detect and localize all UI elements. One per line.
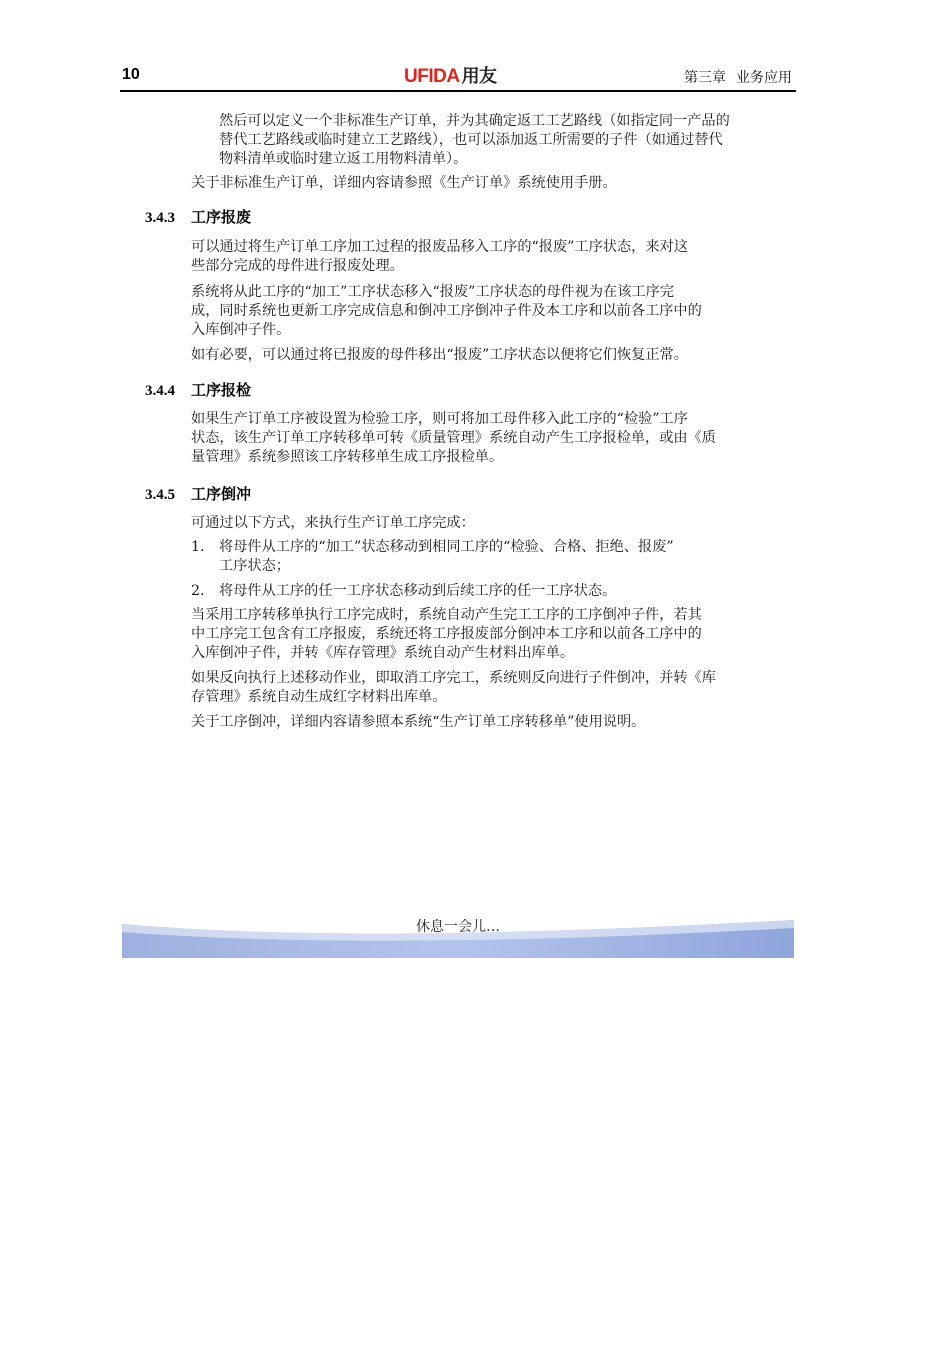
s345-line-3: 入库倒冲子件，并转《库存管理》系统自动产生材料出库单。 xyxy=(191,645,575,661)
section-title: 工序倒冲 xyxy=(191,485,252,503)
s345-line-6: 关于工序倒冲，详细内容请参照本系统“生产订单工序转移单”使用说明。 xyxy=(191,714,646,730)
intro-line-2: 替代工艺路线或临时建立工艺路线），也可以添加返工所需要的子件（如通过替代 xyxy=(219,132,723,148)
list-item-1-line-2: 工序状态； xyxy=(219,558,290,574)
s343-line-1: 可以通过将生产订单工序加工过程的报废品移入工序的“报废”工序状态，来对这 xyxy=(191,239,688,255)
section-title: 工序报检 xyxy=(191,381,252,399)
section-number: 3.4.3 xyxy=(145,210,175,226)
ufida-logo xyxy=(404,62,497,88)
s344-line-2: 状态，该生产订单工序转移单可转《质量管理》系统自动产生工序报检单，或由《质 xyxy=(191,430,716,446)
s343-line-4: 成，同时系统也更新工序完成信息和倒冲工序倒冲子件及本工序和以前各工序中的 xyxy=(191,303,702,319)
s345-line-5: 存管理》系统自动生成红字材料出库单。 xyxy=(191,689,447,705)
s345-line-2: 中工序完工包含有工序报废，系统还将工序报废部分倒冲本工序和以前各工序中的 xyxy=(191,626,702,642)
chapter-title xyxy=(684,67,792,87)
list-item-2-number: 2. xyxy=(191,583,205,599)
section-heading-343 xyxy=(145,206,251,227)
logo-text: UFIDA xyxy=(404,66,460,87)
footer-band xyxy=(122,918,794,958)
intro-line-3: 物料清单或临时建立返工用物料清单）。 xyxy=(219,151,468,167)
s343-line-2: 些部分完成的母件进行报废处理。 xyxy=(191,258,404,274)
logo-cn-text: 用友 xyxy=(461,66,497,86)
s344-line-1: 如果生产订单工序被设置为检验工序，则可将加工母件移入此工序的“检验”工序 xyxy=(191,411,688,427)
intro-line-1: 然后可以定义一个非标准生产订单，并为其确定返工工艺路线（如指定同一产品的 xyxy=(219,113,730,129)
chapter-label: 第三章 xyxy=(684,70,726,86)
page-header xyxy=(120,62,796,92)
s345-line-4: 如果反向执行上述移动作业，即取消工序完工，系统则反向进行子件倒冲，并转《库 xyxy=(191,670,716,686)
s343-line-3: 系统将从此工序的“加工”工序状态移入“报废”工序状态的母件视为在该工序完 xyxy=(191,284,675,300)
page-number: 10 xyxy=(122,66,140,83)
chapter-name: 业务应用 xyxy=(736,70,792,86)
s345-lead: 可通过以下方式，来执行生产订单工序完成： xyxy=(191,515,475,531)
list-item-2-line-1: 将母件从工序的任一工序状态移动到后续工序的任一工序状态。 xyxy=(219,583,617,599)
list-item-1-line-1: 将母件从工序的“加工”状态移动到相同工序的“检验、合格、拒绝、报废” xyxy=(219,539,674,555)
footer-text: 休息一会儿… xyxy=(416,919,500,935)
section-number: 3.4.5 xyxy=(145,487,175,503)
s343-line-6: 如有必要，可以通过将已报废的母件移出“报废”工序状态以便将它们恢复正常。 xyxy=(191,347,688,363)
s344-line-3: 量管理》系统参照该工序转移单生成工序报检单。 xyxy=(191,449,504,465)
section-title: 工序报废 xyxy=(191,208,252,226)
s343-line-5: 入库倒冲子件。 xyxy=(191,322,291,338)
s345-line-1: 当采用工序转移单执行工序完成时，系统自动产生完工工序的工序倒冲子件，若其 xyxy=(191,607,702,623)
section-number: 3.4.4 xyxy=(145,383,175,399)
list-item-1-number: 1. xyxy=(191,539,205,555)
intro-note: 关于非标准生产订单，详细内容请参照《生产订单》系统使用手册。 xyxy=(191,175,617,191)
section-heading-345 xyxy=(145,483,251,504)
section-heading-344 xyxy=(145,379,251,400)
